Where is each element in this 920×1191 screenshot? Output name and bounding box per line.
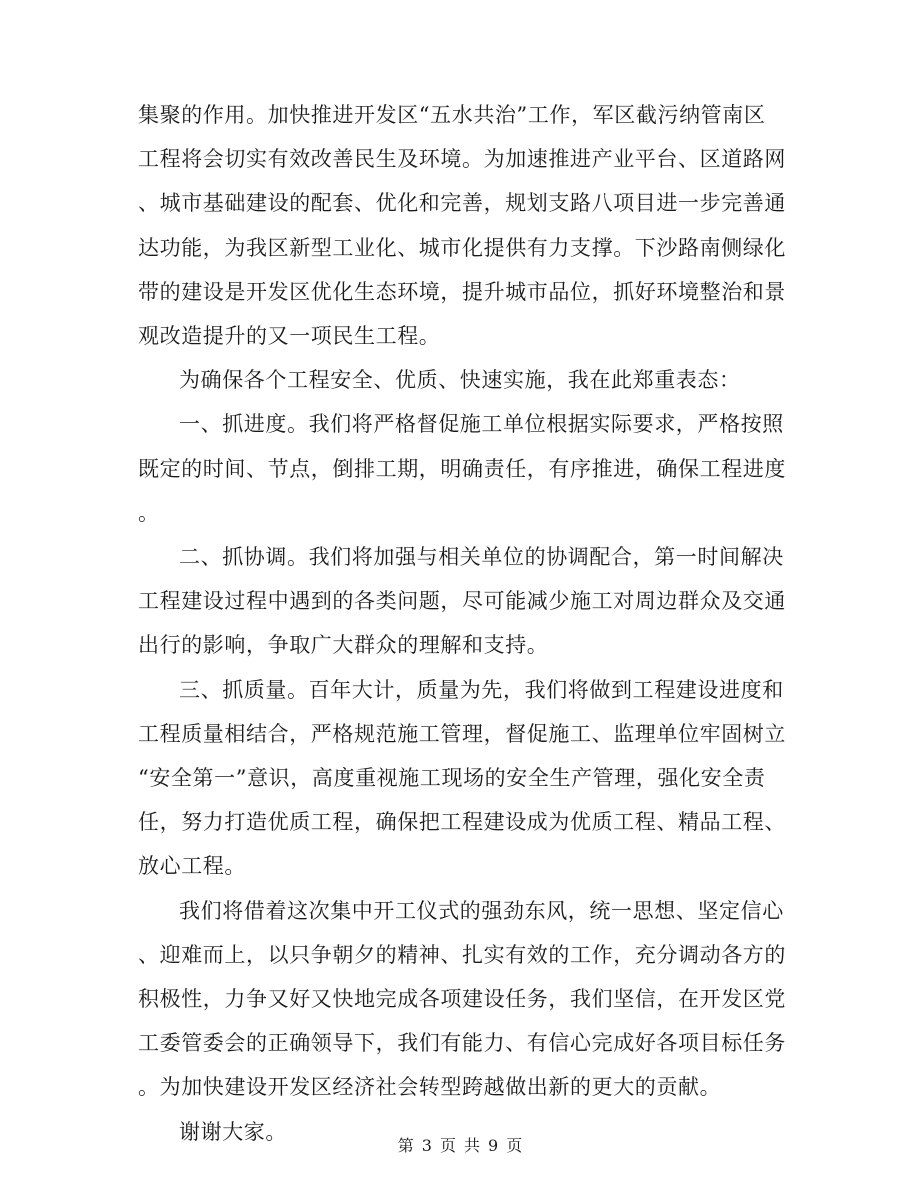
text-line: 谢谢大家。	[179, 1119, 287, 1144]
text-line: 我们将借着这次集中开工仪式的强劲东风，统一思想、坚定信心	[179, 898, 784, 923]
text-line: 二、抓协调。我们将加强与相关单位的协调配合，第一时间解决	[179, 545, 784, 569]
text-line: 达功能，为我区新型工业化、城市化提供有力支撑。下沙路南侧绿化	[138, 235, 786, 260]
text-line: 。	[138, 500, 160, 525]
text-line: 带的建设是开发区优化生态环境，提升城市品位，抓好环境整治和景	[138, 279, 786, 304]
text-line: 。为加快建设开发区经济社会转型跨越做出新的更大的贡献。	[138, 1075, 722, 1100]
text-line: 为确保各个工程安全、优质、快速实施，我在此郑重表态：	[179, 368, 741, 393]
text-line: 、迎难而上，以只争朝夕的精神、扎实有效的工作，充分调动各方的	[138, 942, 786, 967]
footer-total-label: 共	[464, 1136, 481, 1155]
text-line: 放心工程。	[138, 854, 246, 879]
text-line: 既定的时间、节点，倒排工期，明确责任，有序推进，确保工程进度	[138, 456, 786, 481]
footer-page-label: 页	[439, 1136, 456, 1155]
text-line: “安全第一”意识，高度重视施工现场的安全生产管理，强化安全责	[138, 766, 766, 790]
text-line: 、城市基础建设的配套、优化和完善，规划支路八项目进一步完善通	[138, 191, 786, 216]
footer-suffix: 页	[506, 1136, 523, 1155]
text-line: 出行的影响，争取广大群众的理解和支持。	[138, 633, 549, 658]
total-pages-number: 9	[488, 1136, 499, 1155]
text-line: 三、抓质量。百年大计，质量为先，我们将做到工程建设进度和	[179, 677, 784, 702]
text-line: 集聚的作用。加快推进开发区“五水共治”工作，军区截污纳管南区	[138, 103, 766, 127]
text-line: 工程建设过程中遇到的各类问题，尽可能减少施工对周边群众及交通	[138, 589, 786, 614]
text-line: 一、抓进度。我们将严格督促施工单位根据实际要求，严格按照	[179, 412, 784, 437]
current-page-number: 3	[421, 1136, 432, 1155]
page-number-footer	[0, 1134, 920, 1158]
text-line: 工程将会切实有效改善民生及环境。为加速推进产业平台、区道路网	[138, 147, 786, 172]
text-line: 任，努力打造优质工程，确保把工程建设成为优质工程、精品工程、	[138, 810, 786, 835]
text-line: 工程质量相结合，严格规范施工管理，督促施工、监理单位牢固树立	[138, 721, 786, 746]
footer-prefix: 第	[397, 1136, 414, 1155]
text-line: 积极性，力争又好又快地完成各项建设任务，我们坚信，在开发区党	[138, 987, 786, 1011]
text-line: 观改造提升的又一项民生工程。	[138, 324, 441, 348]
text-line: 工委管委会的正确领导下，我们有能力、有信心完成好各项目标任务	[138, 1031, 786, 1056]
